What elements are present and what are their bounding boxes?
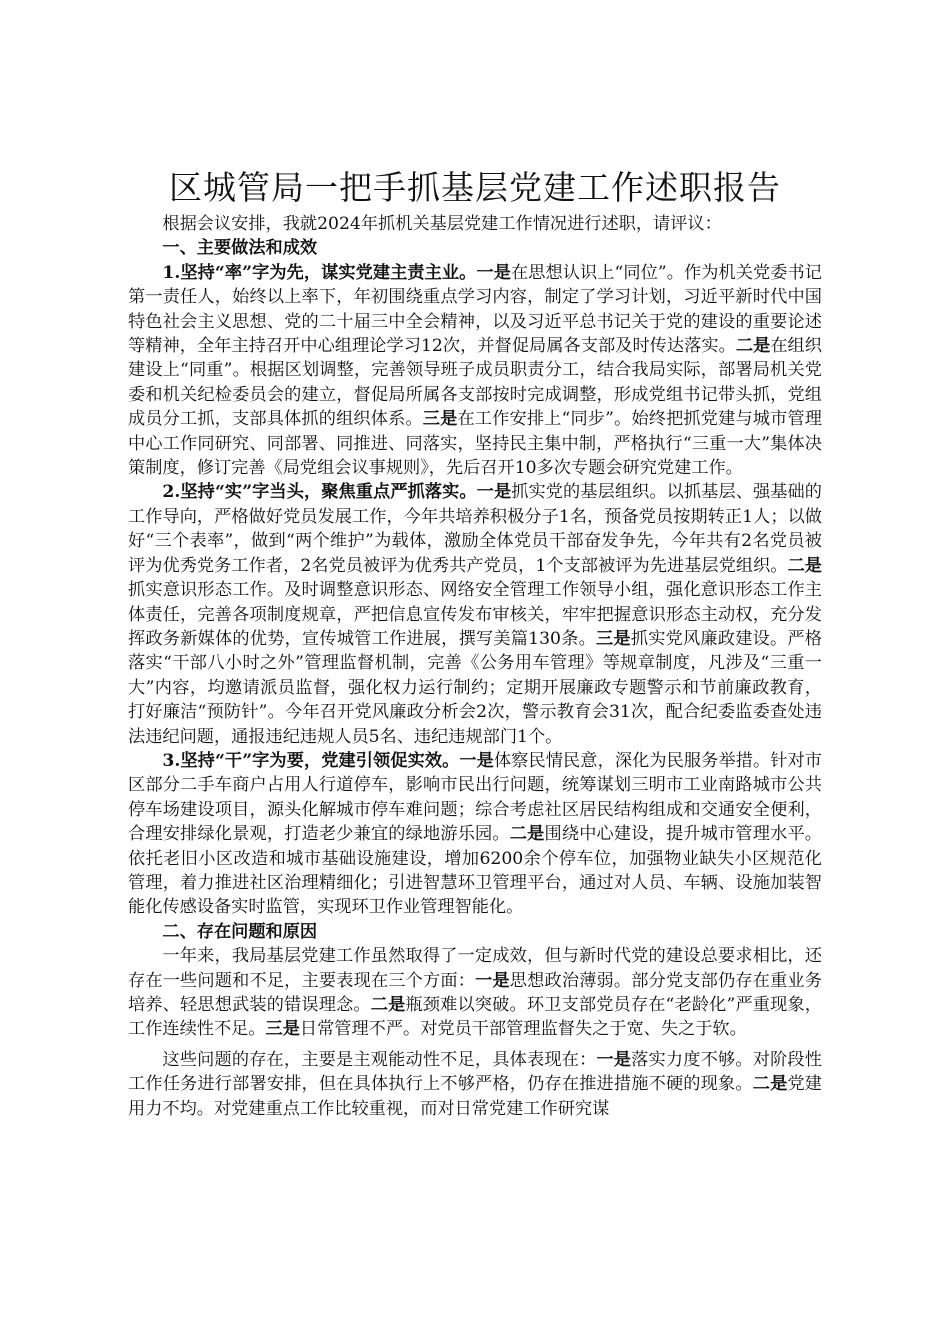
paragraph-4-text-0: 一年来，我局基层党建工作虽然取得了一定成效，但与新时代党的建设总要求相比，还存在一些问题和不足，主要表现在三个方面：	[128, 946, 822, 991]
section-1-heading: 一、主要做法和成效	[162, 238, 318, 259]
keyword-first: 一是	[475, 970, 510, 991]
paragraph-2-text-3: 抓实党风廉政建设。严格落实“干部八小时之外”管理监督机制，完善《公务用车管理》等规章制度，凡涉及“三重一大”内容，均邀请派员监督，强化权力运行制约；定期开展廉政专题警示和节前廉政教育，打好廉洁“预防针”。今年召开党风廉政分析会2次，警示教育会31次，配合纪委监委查处违法违纪问题，通报违纪违规人员5名、违纪违规部门1个。	[128, 628, 822, 747]
keyword-first: 一是	[476, 262, 511, 283]
paragraph-5-text-1: 落实力度不够。对阶段性工作任务进行部署安排，但在具体执行上不够严格，仍存在推进措施不硬的现象。	[128, 1049, 822, 1095]
keyword-second: 二是	[509, 824, 545, 845]
paragraph-1-text-2: 在组织建设上“同重”。根据区划调整，完善领导班子成员职责分工，结合我局实际，部署局机关党委和机关纪检委员会的建立，督促局所属各支部按时完成调整，形成党组书记带头抓，党组成员分工抓，支部具体抓的组织体系。	[128, 336, 822, 430]
keyword-second: 二是	[370, 995, 406, 1015]
keyword-third: 三是	[596, 628, 631, 649]
keyword-third: 三是	[422, 409, 458, 430]
keyword-second: 二是	[787, 555, 822, 576]
paragraph-5-text-0: 这些问题的存在，主要是主观能动性不足，具体表现在：	[162, 1049, 597, 1070]
paragraph-1	[128, 261, 822, 481]
keyword-second: 二是	[735, 336, 771, 357]
paragraph-2-text-1: 抓实党的基层组织。以抓基层、强基础的工作导向，严格做好党员发展工作，今年共培养积极分子1名，预备党员按期转正1人；以做好“三个表率”，做到“两个维护”为载体，激励全体党员干部奋发争先，今年共有2名党员被评为优秀党务工作者，2名党员被评为优秀共产党员，1个支部被评为先进基层党组织。	[128, 482, 822, 576]
keyword-first: 一是	[596, 1049, 632, 1070]
paragraph-5-text-2: 党建用力不均。对党建重点工作比较重视，而对日常党建工作研究谋	[128, 1074, 822, 1119]
keyword-second: 二是	[752, 1074, 788, 1095]
paragraph-1-lead: 1.坚持“率”字为先，谋实党建主责主业。	[162, 262, 477, 283]
section-2-heading: 二、存在问题和原因	[162, 921, 318, 942]
keyword-first: 一是	[459, 750, 494, 771]
intro-paragraph: 根据会议安排，我就2024年抓机关基层党建工作情况进行述职，请评议：	[162, 214, 722, 234]
keyword-third: 三是	[265, 1019, 300, 1040]
paragraph-3-lead: 3.坚持“干”字为要，党建引领促实效。	[162, 750, 460, 771]
paragraph-2-lead: 2.坚持“实”字当头，聚焦重点严抓落实。	[162, 482, 477, 503]
keyword-first: 一是	[476, 482, 512, 503]
document-title: 区城管局一把手抓基层党建工作述职报告	[169, 168, 781, 207]
paragraph-4-text-2: 瓶颈难以突破。环卫支部党员存在“老龄化”严重现象，工作连续性不足。	[128, 995, 822, 1040]
paragraph-5	[128, 1048, 822, 1121]
paragraph-3-text-2: 围绕中心建设，提升城市管理水平。依托老旧小区改造和城市基础设施建设，增加6200余个停车位，加强物业缺失小区规范化管理，着力推进社区治理精细化；引进智慧环卫管理平台，通过对人员、车辆、设施加装智能化传感设备实时监管，实现环卫作业管理智能化。	[128, 824, 822, 918]
paragraph-2	[128, 480, 822, 748]
paragraph-2-text-2: 抓实意识形态工作。及时调整意识形态、网络安全管理工作领导小组，强化意识形态工作主体责任，完善各项制度规章，严把信息宣传发布审核关，牢牢把握意识形态主动权，充分发挥政务新媒体的优势，宣传城管工作进展，撰写美篇130条。	[128, 580, 822, 649]
paragraph-1-text-3: 在工作安排上“同步”。始终把抓党建与城市管理中心工作同研究、同部署、同推进、同落实，坚持民主集中制，严格执行“三重一大”集体决策制度，修订完善《局党组会议事规则》，先后召开10多次专题会研究党建工作。	[128, 409, 822, 479]
paragraph-4-text-3: 日常管理不严。对党员干部管理监督失之于宽、失之于软。	[299, 1019, 747, 1040]
paragraph-4	[128, 944, 822, 1042]
paragraph-3	[128, 749, 822, 920]
paragraph-3-text-1: 体察民情民意，深化为民服务举措。针对市区部分二手车商户占用人行道停车，影响市民出行问题，统筹谋划三明市工业南路城市公共停车场建设项目，源头化解城市停车难问题；综合考虑社区居民结构组成和交通安全便利，合理安排绿化景观，打造老少兼宜的绿地游乐园。	[128, 750, 822, 845]
paragraph-4-text-1: 思想政治薄弱。部分党支部仍存在重业务培养、轻思想武装的错误理念。	[128, 970, 822, 1015]
paragraph-1-text-1: 在思想认识上“同位”。作为机关党委书记第一责任人，始终以上率下，年初围绕重点学习内容，制定了学习计划，习近平新时代中国特色社会主义思想、党的二十届三中全会精神，以及习近平总书记关于党的建设的重要论述等精神，全年主持召开中心组理论学习12次，并督促局属各支部及时传达落实。	[128, 262, 822, 357]
